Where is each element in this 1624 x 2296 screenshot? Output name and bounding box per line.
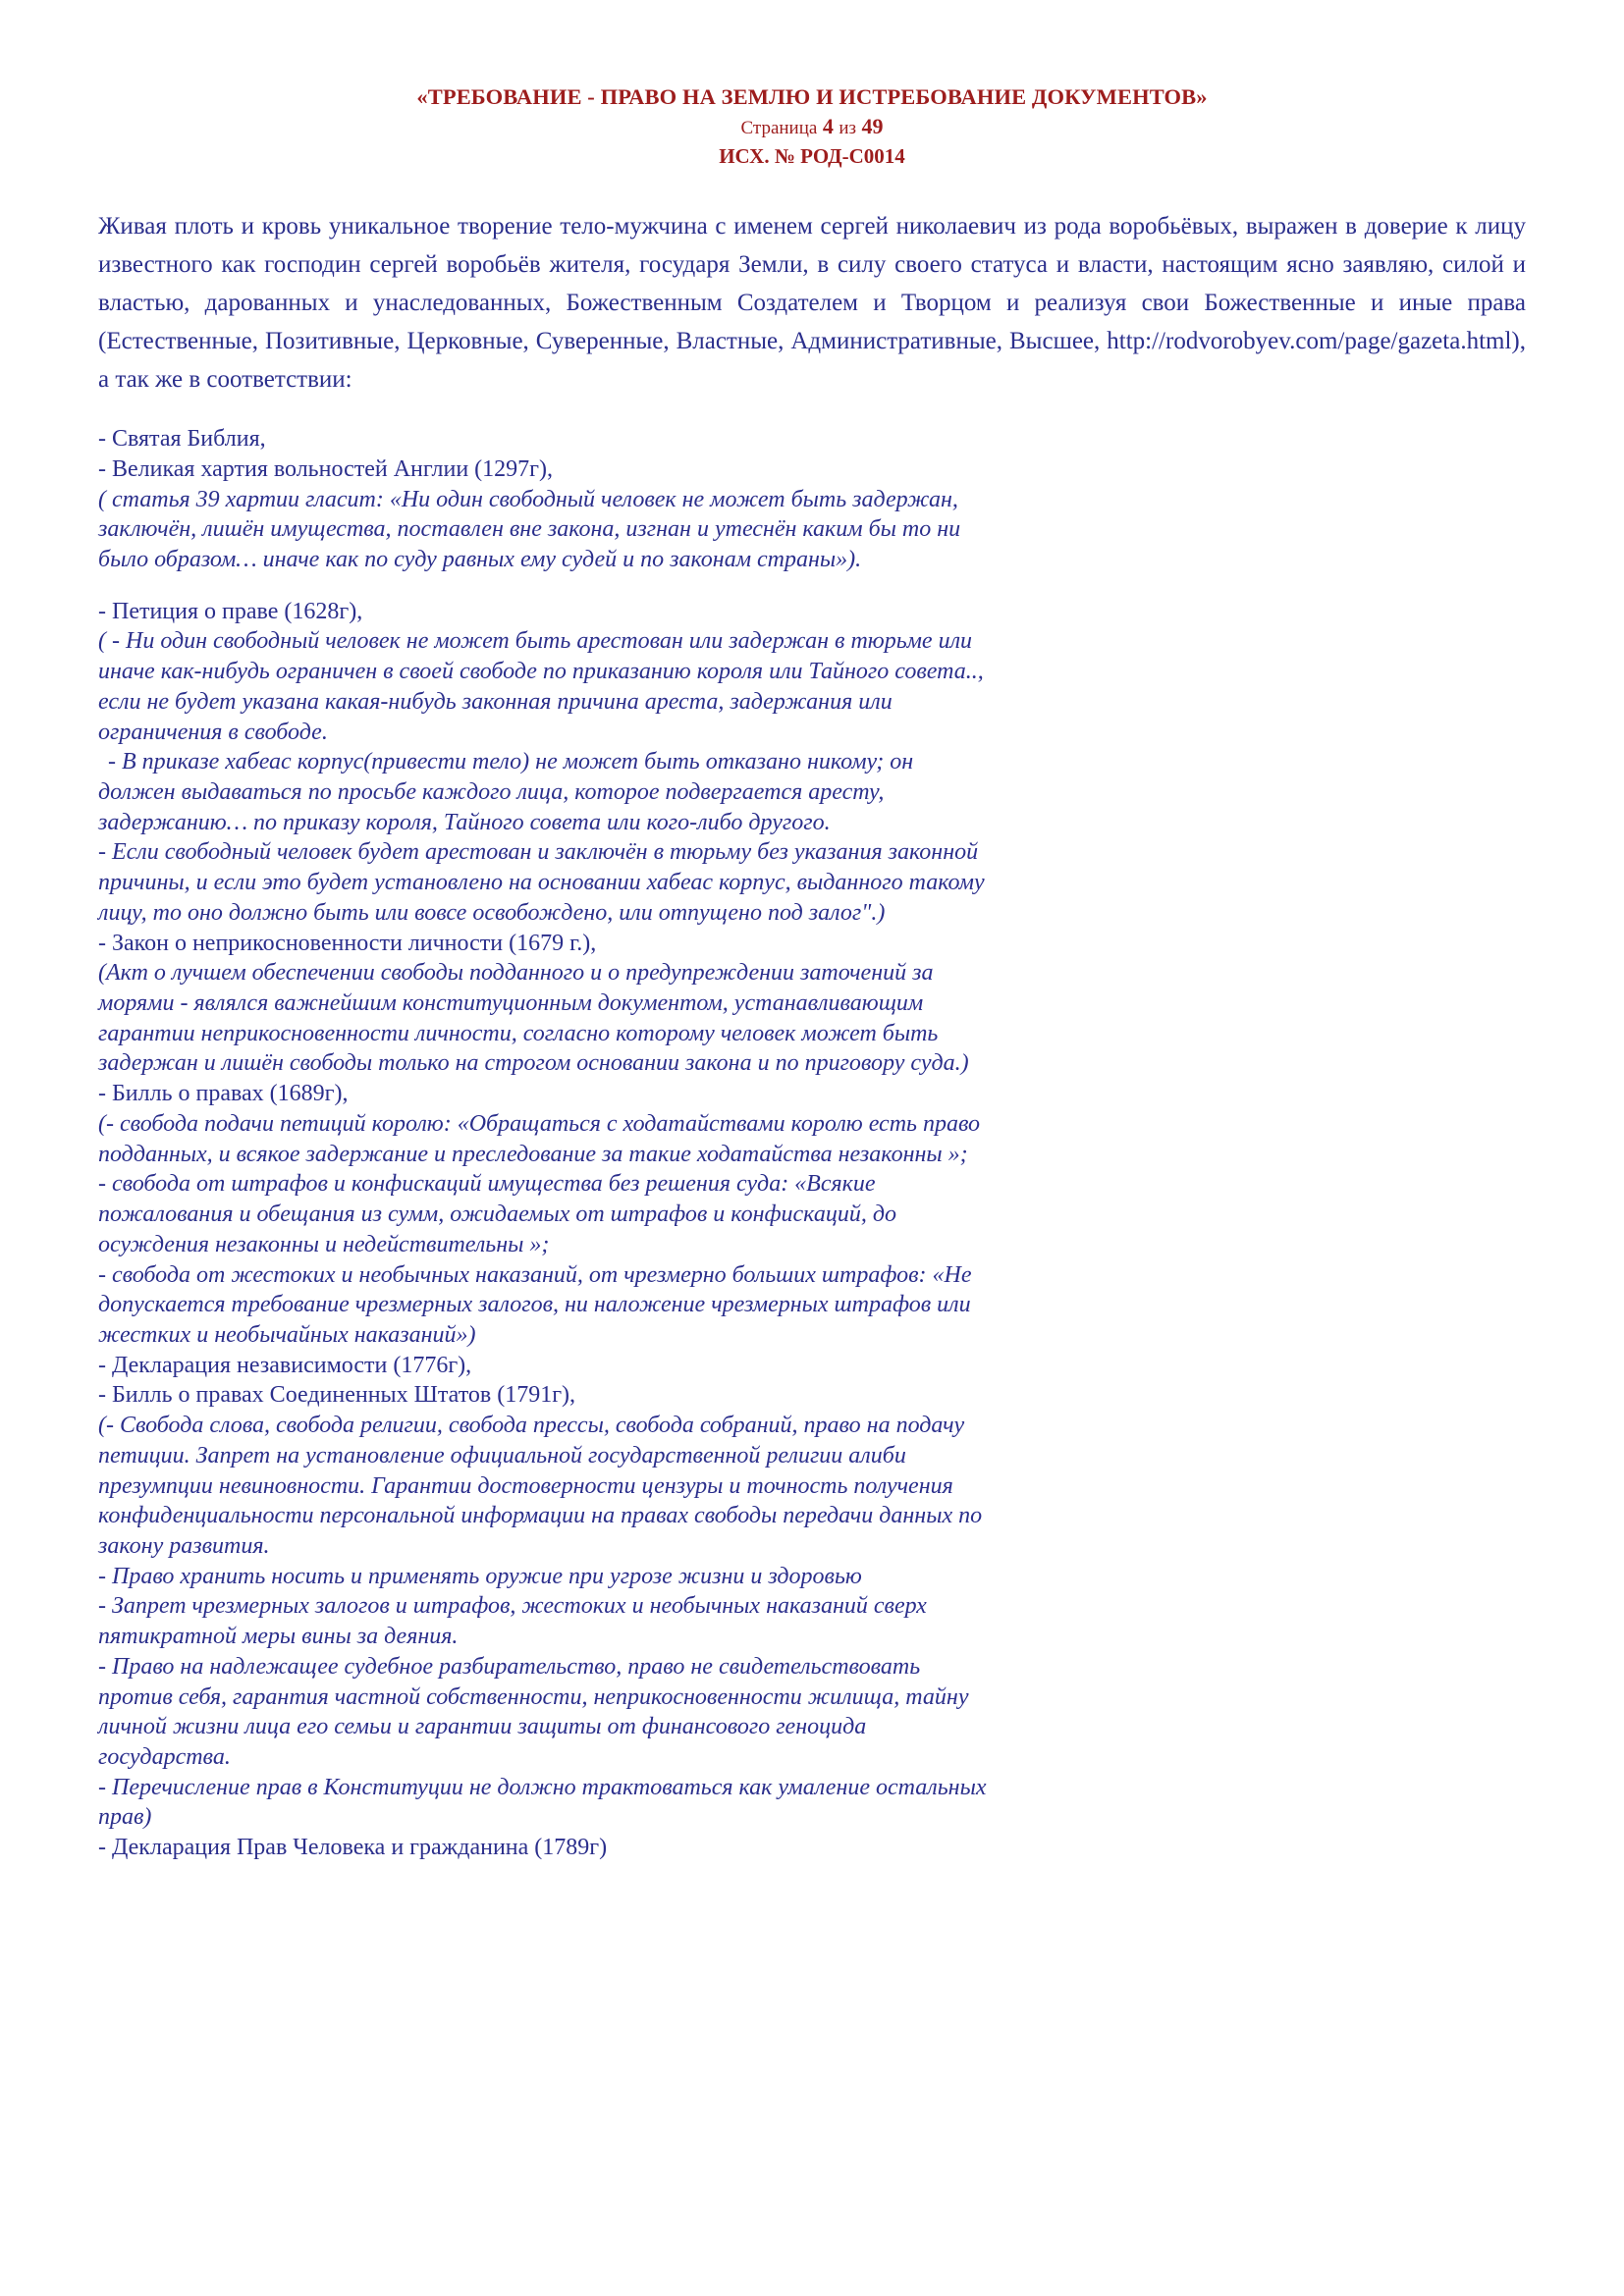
source-line: против себя, гарантия частной собственности, неприкосновенности жилища, тайну	[98, 1683, 969, 1710]
paragraph-spacer	[98, 575, 1526, 597]
source-line: - В приказе хабеас корпус(привести тело) не может быть отказано никому; он	[108, 749, 914, 775]
source-line: - Запрет чрезмерных залогов и штрафов, жестоких и необычных наказаний сверх	[98, 1593, 927, 1620]
source-line: заключён, лишён имущества, поставлен вне закона, изгнан и утеснён каким бы то ни	[98, 516, 961, 543]
source-line: - Декларация Прав Человека и гражданина (1789г)	[98, 1835, 608, 1861]
source-line: (Акт о лучшем обеспечении свободы подданного и о предупреждении заточений за	[98, 960, 934, 987]
intro-paragraph: Живая плоть и кровь уникальное творение тело-мужчина с именем сергей николаевич из рода воробьёвых, выражен в доверие к лицу известного как господин сергей воробьёв жителя, государя Земли, в силу своего статуса и власти, настоящим ясно заявляю, силой и властью, дарованных и унаследованных, Божественным Создателем и Творцом и реализуя свои Божественные и иные права (Естественные, Позитивные, Церковные, Суверенные, Властные, Административные, Высшее, http://rodvorobyev.com/page/gazeta.html), а так же в соответствии:	[98, 213, 1526, 394]
source-line: - Петиция о праве (1628г),	[98, 598, 363, 624]
source-line: прав)	[98, 1804, 152, 1831]
source-line: - свобода от штрафов и конфискаций имущества без решения суда: «Всякие	[98, 1171, 876, 1198]
source-line: личной жизни лица его семьи и гарантии защиты от финансового геноцида	[98, 1714, 867, 1740]
source-line: - Декларация независимости (1776г),	[98, 1352, 472, 1378]
source-line: задержанию… по приказу короля, Тайного совета или кого-либо другого.	[98, 809, 831, 835]
source-line: ( - Ни один свободный человек не может быть арестован или задержан в тюрьме или	[98, 628, 973, 655]
source-line: морями - являлся важнейшим конституционным документом, устанавливающим	[98, 990, 924, 1017]
source-line: - Закон о неприкосновенности личности (1679 г.),	[98, 930, 597, 956]
source-line: задержан и лишён свободы только на строгом основании закона и по приговору суда.)	[98, 1050, 969, 1077]
source-line: - свобода от жестоких и необычных наказаний, от чрезмерно больших штрафов: «Не	[98, 1261, 972, 1288]
source-line: пятикратной меры вины за деяния.	[98, 1624, 459, 1650]
source-line: (- свобода подачи петиций королю: «Обращаться с ходатайствами королю есть право	[98, 1110, 981, 1137]
source-line: подданных, и всякое задержание и преследование за такие ходатайства незаконны »;	[98, 1141, 968, 1167]
source-line: конфиденциальности персональной информации на правах свободы передачи данных по	[98, 1503, 983, 1529]
source-line: должен выдаваться по просьбе каждого лица, которое подвергается аресту,	[98, 779, 885, 806]
document-number: ИСХ. № РОД-С0014	[719, 143, 905, 168]
source-line: - Право на надлежащее судебное разбирательство, право не свидетельствовать	[98, 1653, 921, 1680]
document-title: «ТРЕБОВАНИЕ - ПРАВО НА ЗЕМЛЮ И ИСТРЕБОВАНИЕ ДОКУМЕНТОВ»	[416, 84, 1208, 109]
sources-list	[98, 424, 1526, 1863]
source-line: было образом… иначе как по суду равных ему судей и по законам страны»).	[98, 546, 862, 572]
document-header	[98, 83, 1526, 170]
source-line: презумпции невиновности. Гарантии достоверности цензуры и точность получения	[98, 1472, 953, 1499]
source-line: - Если свободный человек будет арестован и заключён в тюрьму без указания законной	[98, 839, 979, 866]
source-line: осуждения незаконны и недействительны »;	[98, 1231, 550, 1257]
source-line: закону развития.	[98, 1532, 270, 1559]
source-line: - Святая Библия,	[98, 426, 266, 453]
source-line: - Билль о правах Соединенных Штатов (1791г),	[98, 1382, 576, 1409]
source-line: ограничения в свободе.	[98, 719, 328, 745]
source-line: - Перечисление прав в Конституции не должно трактоваться как умаление остальных	[98, 1774, 987, 1800]
page-prefix-label: Страница	[740, 118, 818, 139]
source-line: (- Свобода слова, свобода религии, свобода прессы, свобода собраний, право на подачу	[98, 1413, 965, 1439]
page-total: 49	[861, 114, 884, 139]
source-line: лицу, то оно должно быть или вовсе освобождено, или отпущено под залог".)	[98, 899, 886, 926]
source-line: - Великая хартия вольностей Англии (1297г),	[98, 455, 553, 482]
source-line: ( статья 39 хартии гласит: «Ни один свободный человек не может быть задержан,	[98, 486, 958, 512]
source-line: жестких и необычайных наказаний»)	[98, 1321, 476, 1348]
source-line: причины, и если это будет установлено на основании хабеас корпус, выданного такому	[98, 870, 985, 896]
source-line: - Право хранить носить и применять оружие при угрозе жизни и здоровью	[98, 1563, 862, 1589]
source-line: государства.	[98, 1744, 231, 1771]
source-line: если не будет указана какая-нибудь законная причина ареста, задержания или	[98, 688, 893, 715]
page-indicator	[98, 113, 1526, 141]
source-line: допускается требование чрезмерных залогов, ни наложение чрезмерных штрафов или	[98, 1292, 971, 1318]
source-line: пожалования и обещания из сумм, ожидаемых от штрафов и конфискаций, до	[98, 1201, 896, 1228]
page-of-label: из	[839, 118, 856, 139]
page-number: 4	[822, 114, 834, 139]
source-line: - Билль о правах (1689г),	[98, 1081, 349, 1107]
source-line: иначе как-нибудь ограничен в своей свободе по приказанию короля или Тайного совета..,	[98, 659, 984, 685]
source-line: петиции. Запрет на установление официальной государственной религии алиби	[98, 1442, 906, 1468]
source-line: гарантии неприкосновенности личности, согласно которому человек может быть	[98, 1020, 939, 1046]
